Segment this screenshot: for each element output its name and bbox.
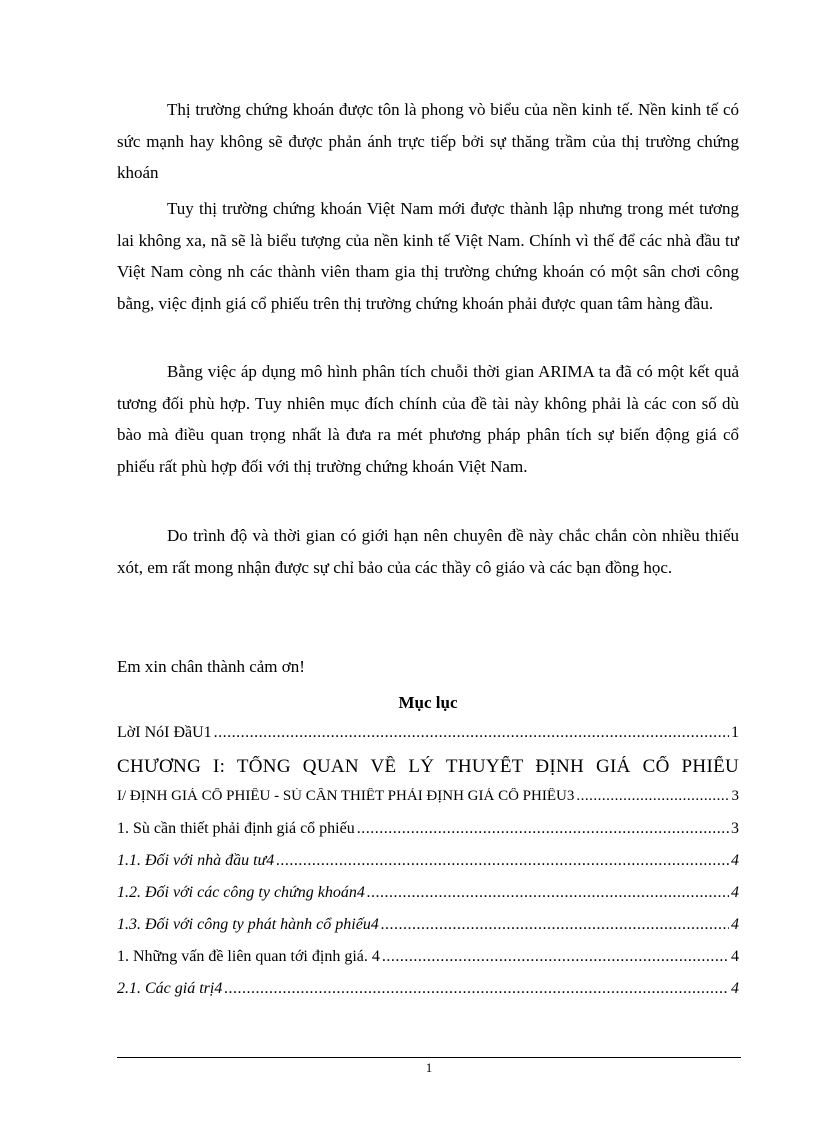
toc-leader-dots — [357, 820, 729, 838]
toc-entry-text: 1. Sù cần thiết phải định giá cổ phiếu — [117, 820, 355, 837]
intro-paragraph-1: Thị trường chứng khoán được tôn là phong vò biểu của nền kinh tế. Nền kinh tế có sức mạnh hay không sẽ được phản ánh trực tiếp bởi sự thăng trầm của thị trường chứng khoán — [117, 100, 739, 182]
toc-entry[interactable] — [117, 948, 739, 980]
toc-entry[interactable] — [117, 724, 739, 756]
closing-line: Em xin chân thành cảm ơn! — [117, 657, 305, 676]
toc-entry-text: 2.1. Các giá trị4 — [117, 980, 223, 997]
toc-leader-dots — [214, 724, 729, 742]
intro-paragraph-3: Bằng việc áp dụng mô hình phân tích chuỗi thời gian ARIMA ta đã có một kết quả tương đối phù hợp. Tuy nhiên mục đích chính của đề tài này không phải là các con số dù bào mà điều quan trọng nhất là đưa ra mét phương pháp phân tích sự biến động giá cổ phiếu rất phù hợp đối với thị trường chứng khoán Việt Nam. — [117, 362, 739, 476]
toc-entry[interactable] — [117, 916, 739, 948]
toc-entry-page: 4 — [731, 916, 739, 933]
table-of-contents — [117, 724, 739, 1012]
toc-entry[interactable] — [117, 820, 739, 852]
toc-entry[interactable] — [117, 884, 739, 916]
toc-entry-text: 1.2. Đối với các công ty chứng khoán4 — [117, 884, 365, 901]
toc-leader-dots — [276, 852, 729, 870]
toc-title: Mục lục — [398, 693, 458, 712]
toc-entry-text: LờI NóI ĐầU1 — [117, 724, 212, 741]
toc-entry[interactable] — [117, 980, 739, 1012]
toc-leader-dots — [576, 788, 729, 805]
toc-entry-page: 4 — [731, 852, 739, 869]
intro-paragraph-2: Tuy thị trường chứng khoán Việt Nam mới được thành lập nhưng trong mét tương lai không xa, nã sẽ là biểu tượng của nền kinh tế Việt Nam. Chính vì thế để các nhà đầu tư Việt Nam còng nh các thành viên tham gia thị trường chứng khoán có một sân chơi công bằng, việc định giá cổ phiếu trên thị trường chứng khoán phải được quan tâm hàng đầu. — [117, 199, 739, 313]
toc-leader-dots — [367, 884, 729, 902]
toc-leader-dots — [381, 916, 729, 934]
toc-entry[interactable] — [117, 788, 739, 820]
toc-entry-page: 4 — [731, 980, 739, 997]
toc-entry-page: 4 — [731, 948, 739, 965]
toc-entry-chapter[interactable] — [117, 756, 739, 788]
toc-leader-dots — [382, 948, 729, 966]
toc-entry-page: 3 — [731, 788, 739, 804]
footer-divider — [117, 1057, 741, 1058]
toc-entry[interactable] — [117, 852, 739, 884]
toc-entry-page: 4 — [731, 884, 739, 901]
toc-entry-text: 1.3. Đối với công ty phát hành cổ phiếu4 — [117, 916, 379, 933]
toc-entry-text: 1.1. Đối với nhà đầu tư4 — [117, 852, 275, 869]
intro-paragraph-4: Do trình độ và thời gian có giới hạn nên chuyên đề này chắc chắn còn nhiều thiếu xót, em rất mong nhận được sự chỉ bảo của các thầy cô giáo và các bạn đồng học. — [117, 526, 739, 577]
toc-entry-text: CHƯƠNG I: TỔNG QUAN VỀ LÝ THUYẾT ĐỊNH GIÁ CỔ PHIẾU — [117, 756, 739, 777]
page-number: 1 — [425, 1060, 433, 1075]
toc-entry-page: 1 — [731, 724, 739, 741]
toc-entry-text: I/ ĐỊNH GIÁ CỔ PHIẾU - SÙ CẦN THIẾT PHẢI ĐỊNH GIÁ CỔ PHIẾU3 — [117, 788, 575, 804]
toc-entry-text: 1. Những vấn đề liên quan tới định giá. 4 — [117, 948, 380, 965]
toc-leader-dots — [224, 980, 729, 998]
toc-entry-page: 3 — [731, 820, 739, 837]
